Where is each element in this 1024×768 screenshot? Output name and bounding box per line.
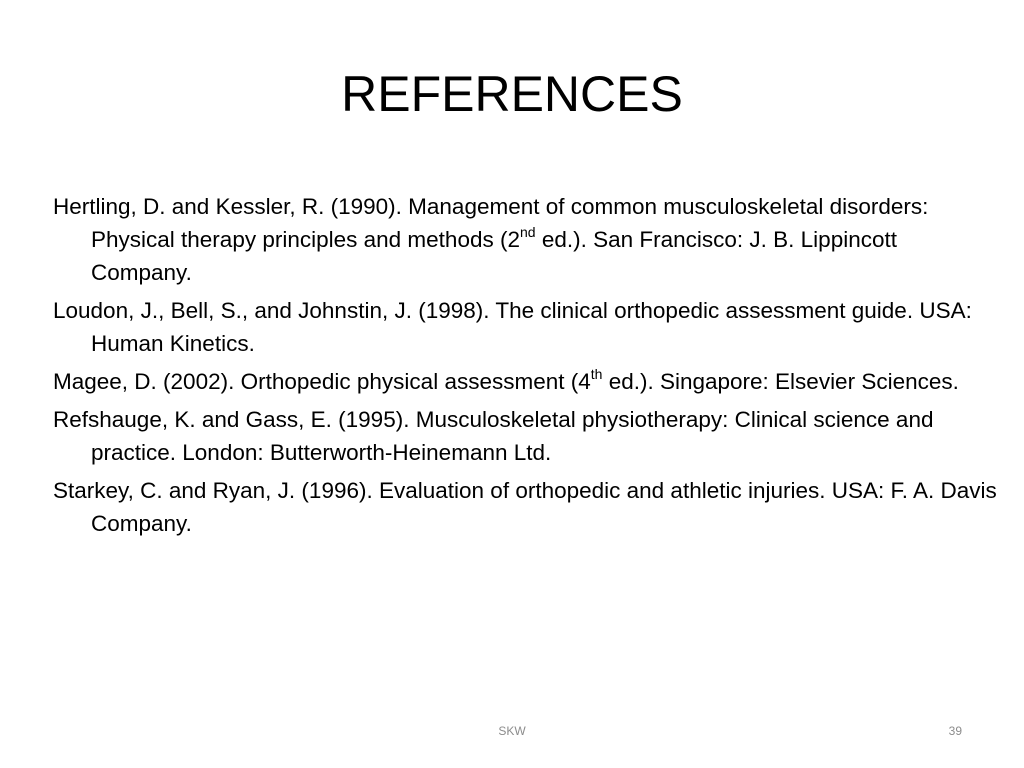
slide-title: REFERENCES bbox=[341, 66, 683, 122]
reference-text: Hertling, D. and Kessler, R. (1990). Management of common musculoskeletal disorders: Physical therapy principles and methods (2 bbox=[53, 194, 929, 252]
reference-item bbox=[53, 474, 998, 540]
reference-item bbox=[53, 365, 998, 398]
reference-item bbox=[53, 190, 998, 289]
reference-item bbox=[53, 403, 998, 469]
reference-item bbox=[53, 294, 998, 360]
reference-text-continued: ed.). San Francisco: J. B. Lippincott Company. bbox=[91, 227, 897, 285]
page-number: 39 bbox=[948, 724, 962, 738]
reference-superscript: th bbox=[590, 366, 603, 382]
reference-superscript: nd bbox=[519, 224, 536, 240]
reference-text: Starkey, C. and Ryan, J. (1996). Evaluation of orthopedic and athletic injuries. USA: F. A. Davis Company. bbox=[53, 478, 997, 536]
reference-text-continued: ed.). Singapore: Elsevier Sciences. bbox=[602, 369, 959, 394]
reference-list bbox=[53, 190, 998, 545]
reference-text: Magee, D. (2002). Orthopedic physical assessment (4 bbox=[53, 369, 591, 394]
footer-author: SKW bbox=[498, 724, 526, 738]
reference-text: Refshauge, K. and Gass, E. (1995). Musculoskeletal physiotherapy: Clinical science and practice. London: Butterworth-Heinemann Ltd. bbox=[53, 407, 934, 465]
reference-text: Loudon, J., Bell, S., and Johnstin, J. (1998). The clinical orthopedic assessment guide. USA: Human Kinetics. bbox=[53, 298, 972, 356]
